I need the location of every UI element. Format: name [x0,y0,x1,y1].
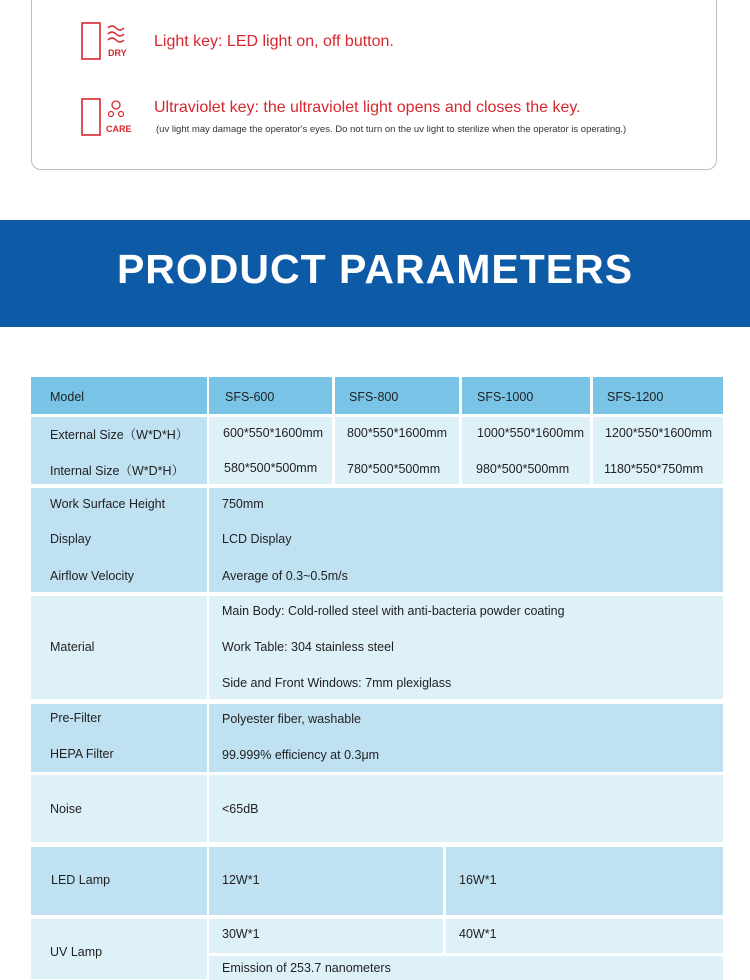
noise-value: <65dB [222,802,259,816]
uv-key-icon [80,96,134,138]
display-value: LCD Display [222,532,292,546]
work-surface-height-label: Work Surface Height [50,497,166,511]
led-lamp-value: 12W*1 [222,873,260,887]
uv-key-warning: (uv light may damage the operator's eyes. Do not turn on the uv light to sterilize when the operator is operating.) [156,124,627,135]
uv-lamp-value: 40W*1 [459,927,497,941]
external-size-value: 800*550*1600mm [347,426,448,440]
section-title: PRODUCT PARAMETERS [116,246,634,292]
uv-key-description: Ultraviolet key: the ultraviolet light opens and closes the key. [154,99,581,116]
pre-filter-value: Polyester fiber, washable [222,712,361,726]
external-size-value: 600*550*1600mm [223,426,324,440]
hepa-filter-value: 99.999% efficiency at 0.3μm [222,748,380,762]
led-lamp-label: LED Lamp [51,873,111,887]
airflow-velocity-value: Average of 0.3~0.5m/s [222,569,348,583]
led-lamp-value: 16W*1 [459,873,497,887]
internal-size-value: 780*500*500mm [347,462,441,476]
internal-size-value: 580*500*500mm [224,461,318,475]
light-key-description: Light key: LED light on, off button. [154,33,394,50]
noise-value-cell [209,775,723,842]
display-label: Display [50,532,91,546]
work-surface-height-value: 750mm [222,497,264,511]
model-value: SFS-1200 [607,390,664,404]
model-value: SFS-1000 [477,390,534,404]
material-work-table: Work Table: 304 stainless steel [222,640,394,654]
material-windows: Side and Front Windows: 7mm plexiglass [222,676,452,690]
internal-size-label: Internal Size（W*D*H） [50,464,185,478]
uv-key-icon-label: CARE [106,124,132,134]
noise-label: Noise [50,802,82,816]
hepa-filter-label: HEPA Filter [50,747,114,761]
external-size-value: 1000*550*1600mm [477,426,585,440]
external-size-value: 1200*550*1600mm [605,426,713,440]
uv-lamp-label: UV Lamp [50,945,103,959]
internal-size-value: 980*500*500mm [476,462,570,476]
light-key-icon [80,20,134,62]
material-label: Material [50,640,95,654]
model-value: SFS-800 [349,390,399,404]
uv-lamp-value: 30W*1 [222,927,260,941]
light-key-icon-label: DRY [108,48,127,58]
pre-filter-label: Pre-Filter [50,711,102,725]
airflow-velocity-label: Airflow Velocity [50,569,135,583]
uv-lamp-emission: Emission of 253.7 nanometers [222,961,391,975]
material-main-body: Main Body: Cold-rolled steel with anti-bacteria powder coating [222,604,565,618]
model-value: SFS-600 [225,390,275,404]
internal-size-value: 1180*550*750mm [604,462,704,476]
model-label: Model [50,390,85,404]
external-size-label: External Size（W*D*H） [50,428,189,442]
